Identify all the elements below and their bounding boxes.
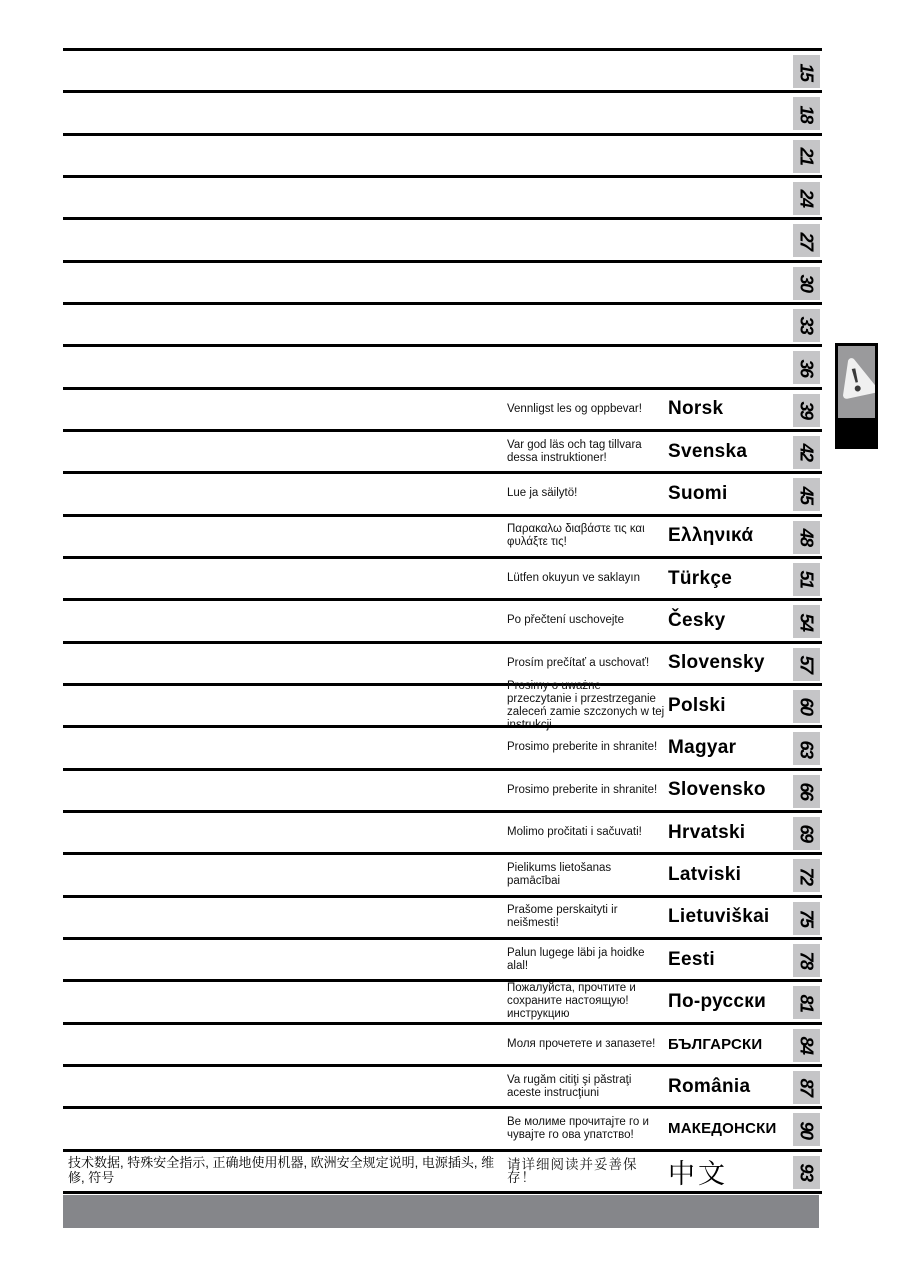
row-language-label [665,305,793,344]
page-number-tab [793,182,820,215]
row-instruction-text: Пожалуйста, прочтите и сохраните настоящую! инструкцию [507,982,636,1021]
row-language-label: Lietuviškai [668,906,770,928]
page-number: 30 [796,274,817,292]
row-left-note [63,220,507,259]
page-number: 63 [796,740,817,758]
table-row [63,514,822,556]
row-instruction-text [507,136,665,175]
table-row [63,679,822,731]
row-instruction-text: Prosím prečítať a uschovať! [507,656,650,669]
row-instruction-text [507,220,665,259]
row-instruction-text: Παρακαλω διαβάστε τις και φυλάξτε τις! [507,523,645,549]
page-number: 51 [796,570,817,588]
page-number-tab [793,775,820,808]
row-language-label: Eesti [668,948,715,970]
table-row [63,979,822,1021]
page-number-tab [793,521,820,554]
row-instruction-text: Lue ja säilytö! [507,487,578,500]
row-left-note [63,474,507,513]
row-language-label: Polski [668,694,726,716]
row-left-note [63,432,507,471]
row-instruction-text [507,347,665,386]
row-left-note [63,178,507,217]
page-number: 90 [796,1121,817,1139]
page-number-tab [793,394,820,427]
row-left-note [63,1109,507,1148]
page-number-tab [793,309,820,342]
page-number-tab [793,563,820,596]
page-number-tab [793,97,820,130]
page-number: 36 [796,359,817,377]
row-instruction-text: 请详细阅读并妥善保存！ [507,1157,638,1186]
table-row [63,387,822,429]
row-left-note [63,559,507,598]
page-number: 57 [796,655,817,673]
table-row [63,344,822,386]
row-left-note [63,51,507,90]
page-number-tab [793,478,820,511]
page-number-tab [793,859,820,892]
table-row [63,810,822,852]
row-language-label: România [668,1075,751,1097]
row-instruction-text: Ве молиме прочитајте го и чувајте го ова упатство! [507,1115,649,1141]
row-language-label: Česky [668,609,726,631]
table-row [63,133,822,175]
row-instruction-text: Prosimo preberite in shranite! [507,783,658,796]
row-language-label: Magyar [668,736,737,758]
row-left-note [63,263,507,302]
page-number: 45 [796,486,817,504]
page-number-tab [793,224,820,257]
row-instruction-text: Pielikums lietošanas pamācībai [507,861,612,887]
page-number: 78 [796,951,817,969]
page-number: 24 [796,189,817,207]
table-row [63,48,822,90]
page-number: 15 [796,62,817,81]
page-number: 81 [796,994,817,1012]
row-instruction-text [507,305,665,344]
row-left-note [63,136,507,175]
table-row [63,260,822,302]
row-language-label: Suomi [668,482,728,504]
row-language-label [665,347,793,386]
page-number: 69 [796,824,817,842]
page-number-tab [793,817,820,850]
page-number: 39 [796,401,817,419]
page-number-tab [793,902,820,935]
table-row [63,852,822,894]
table-row [63,1106,822,1148]
row-language-label [665,136,793,175]
page-number-tab [793,140,820,173]
table-row [63,598,822,640]
page-number: 66 [796,782,817,800]
warning-bookmark-tab [835,343,878,449]
table-row [63,217,822,259]
row-left-note [63,305,507,344]
table-row [63,641,822,683]
page-number-tab [793,986,820,1019]
row-language-label [665,93,793,132]
row-instruction-text: Prašome perskaityti ir neišmesti! [507,904,618,930]
row-instruction-text: Lütfen okuyun ve saklayın [507,572,640,585]
row-language-label: Türkçe [668,567,733,589]
row-left-note [63,813,507,852]
page-number-tab [793,648,820,681]
row-left-note [63,982,507,1021]
row-language-label: 中文 [668,1158,728,1189]
table-row [63,937,822,979]
row-language-label [665,263,793,302]
table-row [63,1022,822,1064]
row-language-label: БЪЛГАРСКИ [668,1035,763,1053]
row-language-label: Latviski [668,863,742,885]
page-number-tab [793,1113,820,1146]
row-left-note [63,390,507,429]
row-left-note [63,728,507,767]
row-language-label: Norsk [668,398,724,420]
table-row [63,725,822,767]
table-row [63,1149,822,1191]
page-number-tab [793,732,820,765]
row-instruction-text: Vennligst les og oppbevar! [507,402,642,415]
row-language-label [665,51,793,90]
row-instruction-text [507,51,665,90]
row-language-label [665,220,793,259]
row-instruction-text: Var god läs och tag tillvara dessa instruktioner! [507,438,642,464]
table-row [63,90,822,132]
language-table [63,48,822,1194]
row-left-note [63,898,507,937]
row-left-note [63,644,507,683]
row-language-label: МАКЕДОНСКИ [668,1120,777,1138]
row-instruction-text: Va rugăm citiţi şi păstraţi aceste instrucţiuni [507,1073,632,1099]
table-row [63,302,822,344]
page-number-tab [793,1156,820,1189]
page-number: 72 [796,867,817,885]
page-number-tab [793,605,820,638]
page-number-tab [793,944,820,977]
row-language-label: Svenska [668,440,748,462]
row-instruction-text: Molimo pročitati i sačuvati! [507,826,642,839]
row-language-label: Hrvatski [668,821,746,843]
page-number-tab [793,690,820,723]
exclamation-triangle-icon [838,348,875,414]
page-number: 54 [796,613,817,631]
page-number: 84 [796,1036,817,1054]
page-number: 87 [796,1078,817,1096]
row-left-note [63,1067,507,1106]
row-language-label: Slovensky [668,652,765,674]
page-number: 93 [796,1163,817,1181]
table-row [63,471,822,513]
row-instruction-text: Po přečtení uschovejte [507,614,624,627]
page-number-tab [793,1029,820,1062]
row-language-label: По-русски [668,990,767,1012]
row-instruction-text: Prosimy o uważne przeczytanie i przestrzeganie zaleceń zamie szczonych w tej instrukcji. [507,679,665,731]
page-number-tab [793,1071,820,1104]
row-instruction-text: Prosimo preberite in shranite! [507,741,658,754]
row-left-note [63,855,507,894]
row-left-note [63,601,507,640]
row-left-note [63,517,507,556]
warning-tab-panel [838,346,875,418]
page-number-tab [793,351,820,384]
row-left-note [63,771,507,810]
row-language-label: Ελληνικά [668,525,754,547]
page-number: 18 [796,105,817,123]
row-instruction-text [507,178,665,217]
row-language-label [665,178,793,217]
row-left-note [63,93,507,132]
row-left-note [63,940,507,979]
row-instruction-text [507,93,665,132]
page-number: 42 [796,443,817,461]
table-row [63,768,822,810]
page-number-tab [793,55,820,88]
table-row [63,895,822,937]
row-language-label: Slovensko [668,779,766,801]
table-row [63,1064,822,1106]
table-row [63,429,822,471]
page-number: 48 [796,528,817,546]
page-number-tab [793,436,820,469]
row-instruction-text: Palun lugege läbi ja hoidke alal! [507,946,645,972]
table-row [63,175,822,217]
page-number: 21 [796,147,817,165]
row-left-note [63,686,507,725]
row-instruction-text: Моля прочетете и запазете! [507,1037,656,1050]
table-row [63,556,822,598]
page-number: 75 [796,909,817,927]
page-number: 60 [796,697,817,715]
footer-gray-bar [63,1195,819,1228]
row-instruction-text [507,263,665,302]
page-number: 27 [796,232,817,250]
row-left-note: 技术数据, 特殊安全指示, 正确地使用机器, 欧洲安全规定说明, 电源插头, 维修, 符号 [68,1154,495,1186]
page-number: 33 [796,316,817,334]
page-number-tab [793,267,820,300]
row-left-note [63,1025,507,1064]
row-left-note [63,347,507,386]
